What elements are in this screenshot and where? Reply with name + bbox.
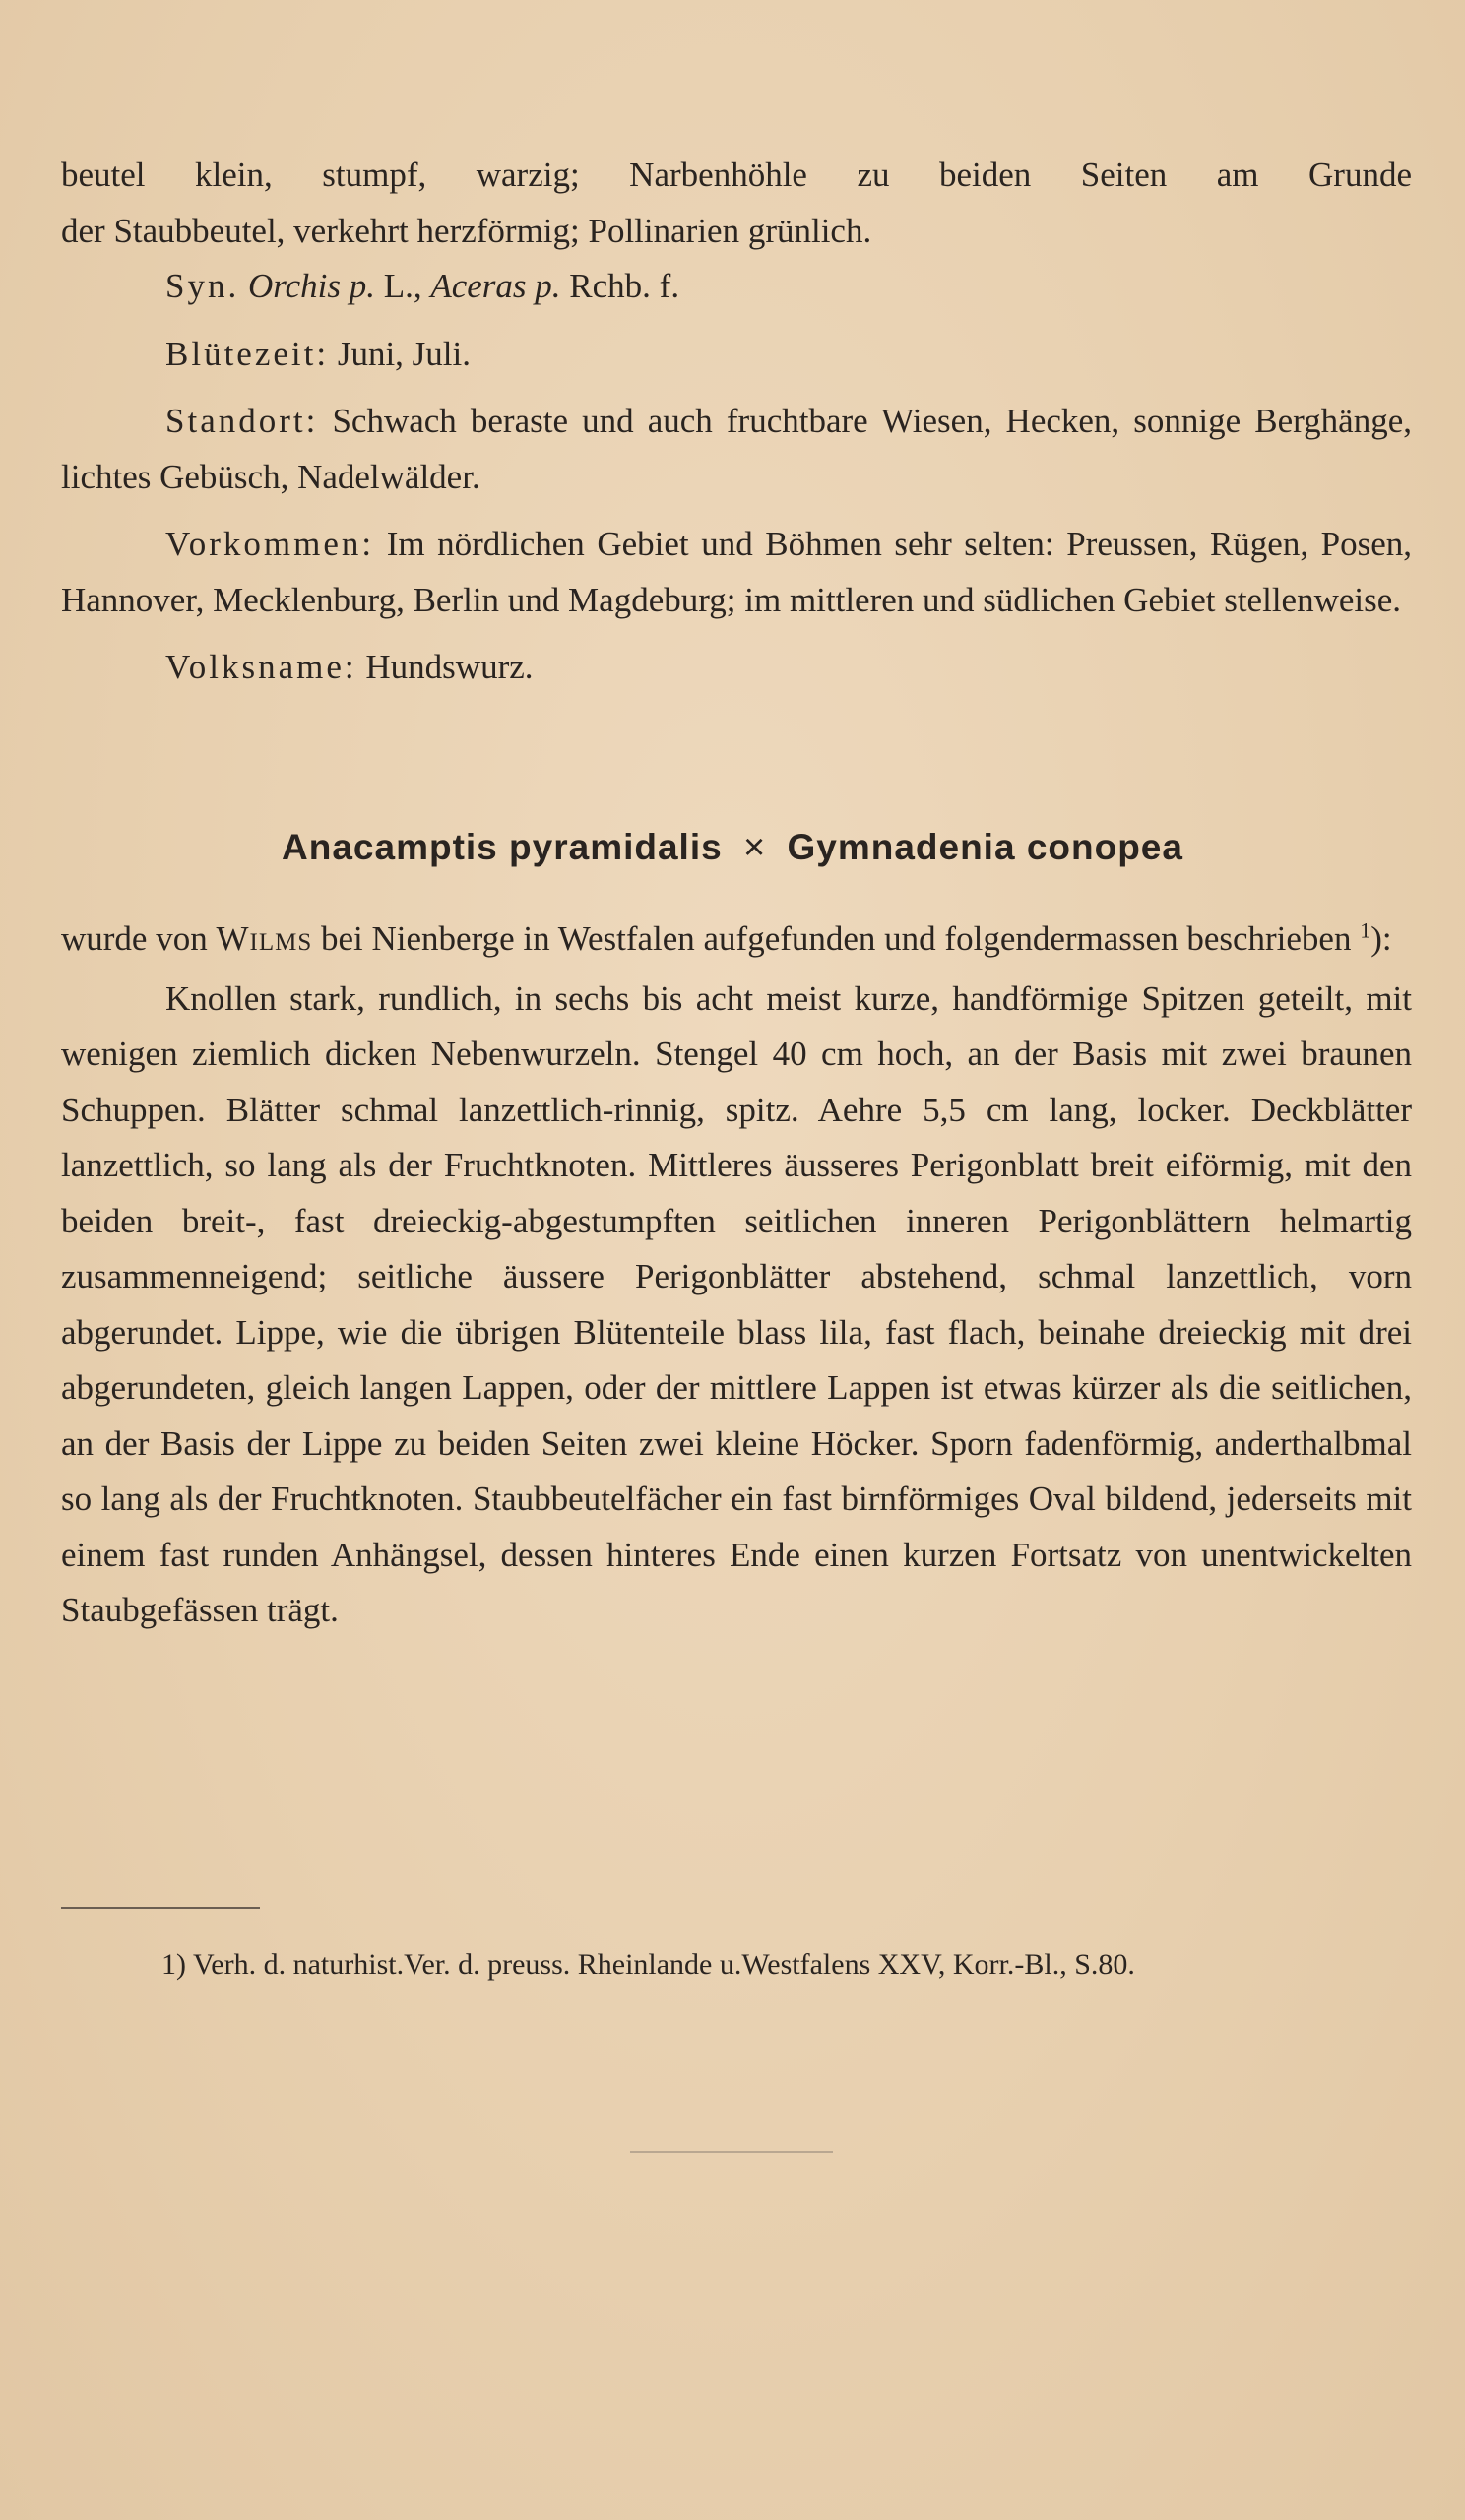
synonym-author-linne: L., — [383, 267, 422, 305]
footnote — [61, 1945, 1412, 1984]
bluetezeit-text: Juni, Juli. — [337, 334, 471, 373]
lower-text-block — [61, 912, 1412, 1639]
description-paragraph: Knollen stark, rundlich, in sechs bis acht meist kurze, handförmige Spitzen geteilt, mit wenigen ziemlich dicken Nebenwurzeln. Stengel 40 cm hoch, an der Basis mit zwei braunen Schuppen. Blätter schmal lanzettlich-rinnig, spitz. Aehre 5,5 cm lang, locker. Deckblätter lanzettlich, so lang als der Fruchtknoten. Mittleres äusseres Perigonblatt breit eiförmig, mit den beiden breit-, fast dreieckig-abgestumpften seitlichen inneren Perigonblättern helmartig zusammenneigend; seitliche äussere Perigonblätter abstehend, schmal lanzettlich, vorn abgerundet. Lippe, wie die übrigen Blütenteile blass lila, fast flach, beinahe dreieckig mit drei abgerundeten, gleich langen Lappen, oder der mittlere Lappen ist etwas kürzer als die seitlichen, an der Basis der Lippe zu beiden Seiten zwei kleine Höcker. Sporn fadenförmig, anderthalbmal so lang als der Fruchtknoten. Staubbeutelfächer ein fast birnförmiges Oval bildend, jederseits mit einem fast runden Anhängsel, dessen hinteres Ende einen kurzen Fortsatz von unentwickelten Staubgefässen trägt. — [61, 978, 1412, 1629]
volksname-label: Volksname: — [165, 648, 357, 686]
paragraph-continuation-line2: der Staubbeutel, verkehrt herzförmig; Pollinarien grünlich. — [61, 211, 872, 250]
intro-text-after: bei Nienberge in Westfalen aufgefunden und folgendermassen beschrieben — [320, 919, 1352, 958]
footnote-text: Verh. d. naturhist.Ver. d. preuss. Rheinlande u.Westfalens XXV, Korr.-Bl., S.80. — [192, 1948, 1135, 1981]
synonym-label: Syn. — [165, 267, 240, 305]
vorkommen-label: Vorkommen: — [165, 525, 375, 563]
heading-species-left: Anacamptis pyramidalis — [282, 827, 723, 867]
synonym-line — [61, 259, 1412, 315]
heading-species-right: Gymnadenia conopea — [787, 827, 1183, 867]
footnote-reference[interactable]: 1 — [1360, 917, 1371, 943]
standort-paragraph — [61, 394, 1412, 505]
hybrid-cross-icon: × — [742, 827, 767, 868]
intro-text-before: wurde von — [61, 919, 208, 958]
intro-text-end: ): — [1370, 919, 1392, 958]
section-heading — [0, 827, 1465, 869]
page-end-divider — [630, 2151, 833, 2153]
standort-text: Schwach beraste und auch fruchtbare Wiesen, Hecken, sonnige Berghänge, lichtes Gebüsch, Nadelwälder. — [61, 402, 1412, 496]
intro-author: Wilms — [216, 919, 313, 958]
intro-paragraph — [61, 912, 1412, 968]
vorkommen-paragraph — [61, 517, 1412, 628]
bluetezeit-label: Blütezeit: — [165, 334, 330, 373]
footnote-number: 1) — [161, 1948, 186, 1981]
standort-label: Standort: — [165, 402, 319, 440]
volksname-text: Hundswurz. — [365, 648, 534, 686]
upper-text-block — [61, 148, 1412, 696]
paragraph-continuation-line1: beutel klein, stumpf, warzig; Narbenhöhle zu beiden Seiten am Grunde — [61, 156, 1412, 194]
footnote-divider — [61, 1907, 260, 1909]
bluetezeit-line — [61, 327, 1412, 383]
vorkommen-text: Im nördlichen Gebiet und Böhmen sehr selten: Preussen, Rügen, Posen, Hannover, Mecklenburg, Berlin und Magdeburg; im mittleren und südlichen Gebiet stellenweise. — [61, 525, 1412, 619]
volksname-line — [61, 640, 1412, 696]
synonym-genus-orchis: Orchis p. — [247, 267, 375, 305]
synonym-author-reichenbach: Rchb. f. — [569, 267, 680, 305]
synonym-genus-aceras: Aceras p. — [430, 267, 561, 305]
